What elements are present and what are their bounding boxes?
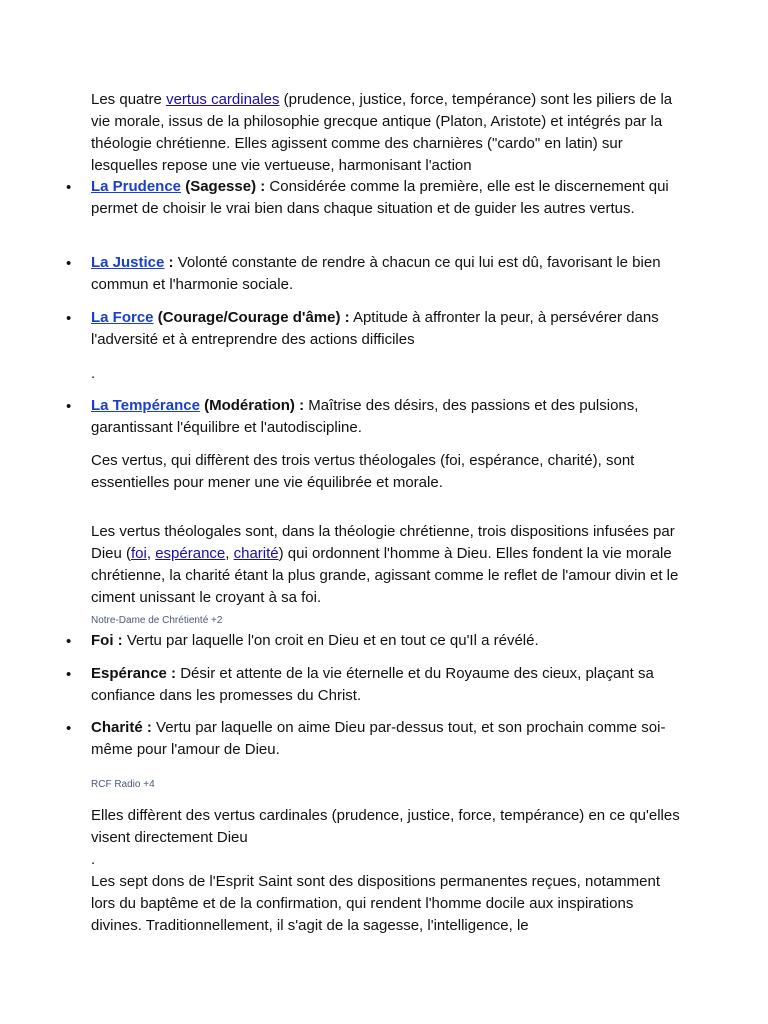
bullet-marker: • bbox=[66, 398, 72, 415]
intro-text-post: (prudence, justice, force, tempérance) sont les piliers de la vie morale, issus de la philosophie grecque antique (Platon, Aristote) et intégrés par la théologie chrétienne. Elles agissent comme des charnières ("cardo" en latin) sur lesquelles repose une vie vertueuse, harmonisant l'action bbox=[91, 91, 673, 174]
bullet-marker: • bbox=[66, 633, 72, 650]
list-item-esperance bbox=[91, 663, 681, 707]
bullet-marker: • bbox=[66, 310, 72, 327]
link-foi[interactable]: foi bbox=[131, 545, 147, 562]
term-charite: Charité : bbox=[91, 719, 152, 736]
source-rcf-radio[interactable]: RCF Radio +4 bbox=[91, 779, 155, 790]
qualifier-temperance: (Modération) : bbox=[199, 397, 305, 414]
gifts-paragraph: Les sept dons de l'Esprit Saint sont des dispositions permanentes reçues, notamment lors du baptême et de la confirmation, qui rendent l'homme docile aux inspirations divines. Traditionnellement, il s'agit de la sagesse, l'intelligence, le bbox=[91, 873, 661, 934]
source-notre-dame[interactable]: Notre-Dame de Chrétienté +2 bbox=[91, 615, 223, 626]
text-temperance: Maîtrise des désirs, des passions et des pulsions, garantissant l'équilibre et l'autodiscipline. bbox=[91, 397, 639, 436]
text-force: Aptitude à affronter la peur, à persévérer dans l'adversité et à entreprendre des actions difficiles bbox=[91, 309, 659, 348]
theologal-intro-pre: Les vertus théologales sont, dans la théologie chrétienne, trois dispositions infusées par Dieu ( bbox=[91, 523, 675, 562]
intro-paragraph bbox=[91, 89, 681, 177]
text-charite: Vertu par laquelle on aime Dieu par-dessus tout, et son prochain comme soi-même pour l'amour de Dieu. bbox=[91, 719, 666, 758]
theologal-sep-2: , bbox=[225, 545, 234, 562]
term-foi: Foi : bbox=[91, 632, 123, 649]
link-la-temperance[interactable]: La Tempérance bbox=[91, 397, 200, 414]
bullet-marker: • bbox=[66, 255, 72, 272]
list-item-force bbox=[91, 307, 681, 351]
list-item-foi bbox=[91, 630, 681, 652]
theologal-intro-post: ) qui ordonnent l'homme à Dieu. Elles fondent la vie morale chrétienne, la charité étant la plus grande, agissant comme le reflet de l'amour divin et le ciment unissant le croyant à sa foi. bbox=[91, 545, 679, 606]
link-la-force[interactable]: La Force bbox=[91, 309, 154, 326]
list-item-charite bbox=[91, 717, 681, 761]
list-item-temperance bbox=[91, 395, 681, 439]
link-vertus-cardinales[interactable]: vertus cardinales bbox=[166, 91, 280, 108]
link-charite[interactable]: charité bbox=[233, 545, 279, 562]
text-foi: Vertu par laquelle l'on croit en Dieu et en tout ce qu'Il a révélé. bbox=[122, 632, 539, 649]
link-la-prudence[interactable]: La Prudence bbox=[91, 178, 182, 195]
text-justice: Volonté constante de rendre à chacun ce qui lui est dû, favorisant le bien commun et l'harmonie sociale. bbox=[91, 254, 661, 293]
lone-dot-2: . bbox=[91, 851, 96, 868]
theologal-sep-1: , bbox=[146, 545, 156, 562]
link-la-justice[interactable]: La Justice bbox=[91, 254, 165, 271]
bullet-marker: • bbox=[66, 179, 72, 196]
theologal-conclusion: Elles diffèrent des vertus cardinales (prudence, justice, force, tempérance) en ce qu'elles visent directement Dieu bbox=[91, 807, 680, 846]
qualifier-prudence: (Sagesse) : bbox=[181, 178, 266, 195]
list-item-justice bbox=[91, 252, 681, 296]
bullet-marker: • bbox=[66, 720, 72, 737]
link-esperance[interactable]: espérance bbox=[155, 545, 226, 562]
list-item-prudence bbox=[91, 176, 681, 220]
lone-dot: . bbox=[91, 365, 96, 382]
bullet-marker: • bbox=[66, 666, 72, 683]
theologal-intro-paragraph bbox=[91, 521, 681, 609]
text-esperance: Désir et attente de la vie éternelle et du Royaume des cieux, plaçant sa confiance dans les promesses du Christ. bbox=[91, 665, 654, 704]
text-prudence: Considérée comme la première, elle est le discernement qui permet de choisir le vrai bien dans chaque situation et de guider les autres vertus. bbox=[91, 178, 669, 217]
intro-text-pre: Les quatre bbox=[91, 91, 167, 108]
term-esperance: Espérance : bbox=[91, 665, 177, 682]
qualifier-force: (Courage/Courage d'âme) : bbox=[153, 309, 350, 326]
qualifier-justice: : bbox=[164, 254, 174, 271]
cardinal-conclusion: Ces vertus, qui diffèrent des trois vertus théologales (foi, espérance, charité), sont essentielles pour mener une vie équilibrée et morale. bbox=[91, 452, 635, 491]
